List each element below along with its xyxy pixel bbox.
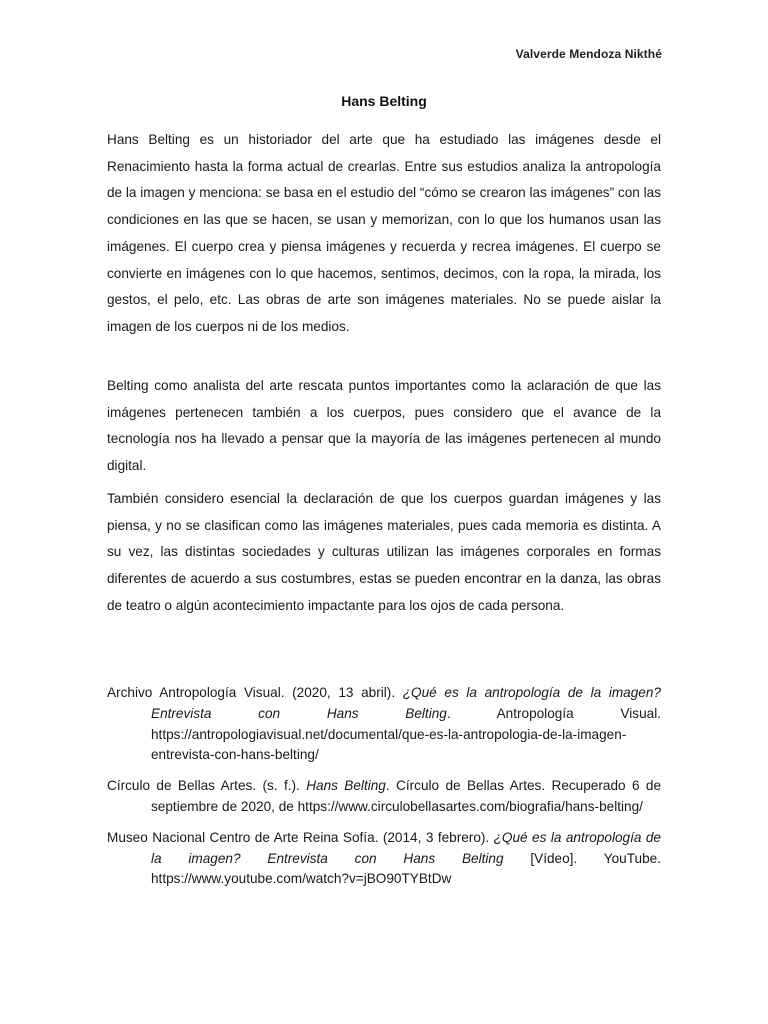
reference-title: ¿Qué es la antropología de la imagen? Entrevista con Hans Belting <box>151 829 661 866</box>
paragraph-text: Belting como analista del arte rescata puntos importantes como la aclaración de que las imágenes pertenecen también a los cuerpos, pues considero que el avance de la tecnología nos ha llevado a pensar que la mayoría de las imágenes pertenecen al mundo digital. <box>107 378 661 474</box>
paragraph-text: También considero esencial la declaración de que los cuerpos guardan imágenes y las piensa, y no se clasifican como las imágenes materiales, pues cada memoria es distinta. A su vez, las distintas sociedades y culturas utilizan las imágenes corporales en formas diferentes de acuerdo a sus costumbres, estas se pueden encontrar en la danza, las obras de teatro o algún acontecimiento impactante para los ojos de cada persona. <box>107 491 661 613</box>
reference-text: Círculo de Bellas Artes. (s. f.). <box>107 778 307 794</box>
reference-item <box>107 828 661 890</box>
reference-title: Hans Belting <box>306 778 386 794</box>
body-paragraph-2 <box>107 373 661 490</box>
references-list <box>107 683 661 900</box>
reference-item <box>107 683 661 766</box>
author-header: Valverde Mendoza Nikthé <box>515 47 662 61</box>
body-paragraph-3 <box>107 486 661 630</box>
reference-item <box>107 776 661 818</box>
paragraph-text: Hans Belting es un historiador del arte que ha estudiado las imágenes desde el Renacimiento hasta la forma actual de crearlas. Entre sus estudios analiza la antropología de la imagen y menciona: se basa en el estudio del “cómo se crearon las imágenes” con las condiciones en las que se hacen, se usan y memorizan, con lo que los humanos usan las imágenes. El cuerpo crea y piensa imágenes y recuerda y recrea imágenes. El cuerpo se convierte en imágenes con lo que hacemos, sentimos, decimos, con la ropa, la mirada, los gestos, el pelo, etc. Las obras de arte son imágenes materiales. No se puede aislar la imagen de los cuerpos ni de los medios. <box>107 132 661 334</box>
document-title: Hans Belting <box>341 93 427 109</box>
reference-source: . Antropología Visual. https://antropologiavisual.net/documental/que-es-la-antropologia-de-la-imagen-entrevista-con-hans-belting/ <box>151 705 661 763</box>
reference-source: [Vídeo]. YouTube. https://www.youtube.com/watch?v=jBO90TYBtDw <box>151 850 661 887</box>
reference-title: ¿Qué es la antropología de la imagen? Entrevista con Hans Belting <box>151 685 661 721</box>
reference-text: Museo Nacional Centro de Arte Reina Sofía. (2014, 3 febrero). <box>107 829 494 845</box>
body-paragraph-1 <box>107 127 661 351</box>
reference-text: Archivo Antropología Visual. (2020, 13 abril). <box>107 685 403 700</box>
reference-source: . Círculo de Bellas Artes. Recuperado 6 de septiembre de 2020, de https://www.circulobellasartes.com/biografia/hans-belting/ <box>151 778 661 814</box>
